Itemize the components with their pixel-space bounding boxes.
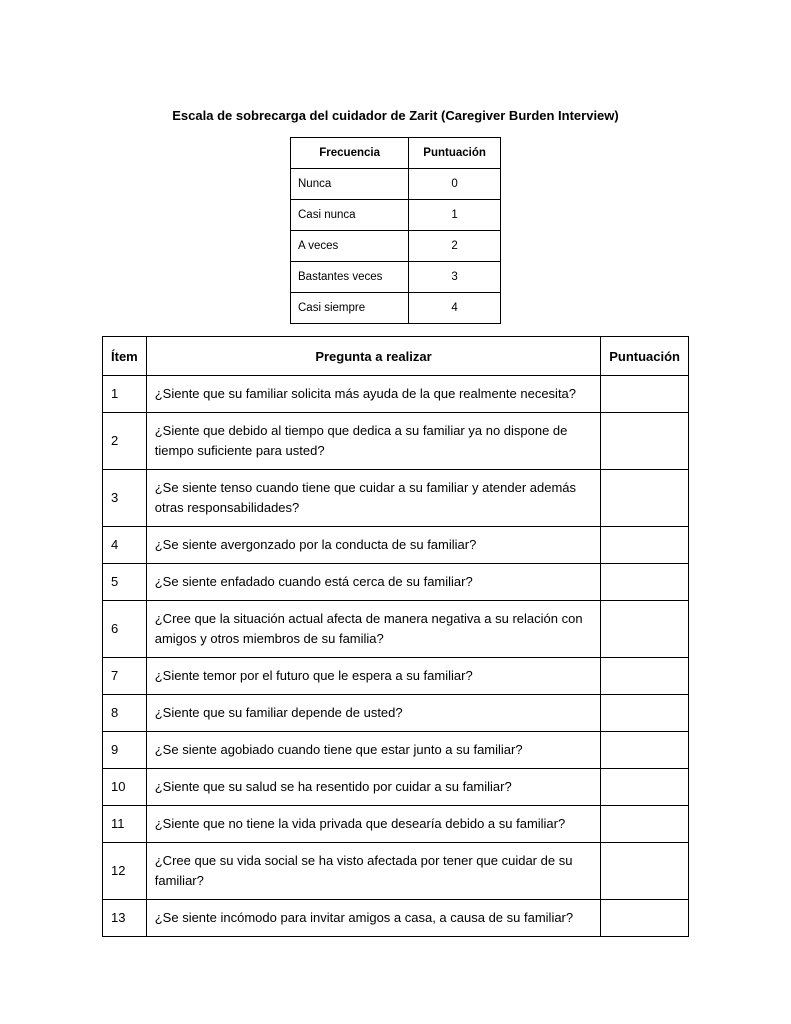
item-score-cell[interactable] (601, 900, 689, 937)
item-score-cell[interactable] (601, 470, 689, 527)
item-score-cell[interactable] (601, 527, 689, 564)
item-number: 6 (103, 601, 147, 658)
items-header-score: Puntuación (601, 337, 689, 376)
table-row (103, 564, 689, 601)
scale-frequency: Bastantes veces (291, 262, 409, 293)
table-row (103, 900, 689, 937)
table-row (103, 695, 689, 732)
item-question: ¿Se siente incómodo para invitar amigos a casa, a causa de su familiar? (146, 900, 600, 937)
item-score-cell[interactable] (601, 695, 689, 732)
table-row (103, 769, 689, 806)
scale-score: 3 (409, 262, 501, 293)
table-row (103, 527, 689, 564)
items-table (102, 336, 689, 937)
scale-row (291, 262, 501, 293)
page-title: Escala de sobrecarga del cuidador de Zarit (Caregiver Burden Interview) (172, 108, 619, 123)
scale-header-frequency: Frecuencia (291, 138, 409, 169)
item-question: ¿Se siente enfadado cuando está cerca de su familiar? (146, 564, 600, 601)
item-score-cell[interactable] (601, 806, 689, 843)
item-score-cell[interactable] (601, 376, 689, 413)
table-row (103, 806, 689, 843)
item-number: 9 (103, 732, 147, 769)
item-question: ¿Siente que su familiar depende de usted? (146, 695, 600, 732)
item-question: ¿Cree que la situación actual afecta de manera negativa a su relación con amigos y otros miembros de su familia? (146, 601, 600, 658)
item-score-cell[interactable] (601, 413, 689, 470)
table-row (103, 470, 689, 527)
item-score-cell[interactable] (601, 564, 689, 601)
item-number: 2 (103, 413, 147, 470)
item-score-cell[interactable] (601, 658, 689, 695)
scale-frequency: Nunca (291, 169, 409, 200)
scale-row (291, 169, 501, 200)
item-number: 10 (103, 769, 147, 806)
item-question: ¿Siente que su salud se ha resentido por cuidar a su familiar? (146, 769, 600, 806)
item-number: 3 (103, 470, 147, 527)
table-row (103, 376, 689, 413)
scale-header-row (291, 138, 501, 169)
item-number: 4 (103, 527, 147, 564)
scale-table (290, 137, 501, 324)
item-question: ¿Siente que no tiene la vida privada que desearía debido a su familiar? (146, 806, 600, 843)
table-row (103, 413, 689, 470)
item-score-cell[interactable] (601, 769, 689, 806)
scale-frequency: A veces (291, 231, 409, 262)
scale-frequency: Casi nunca (291, 200, 409, 231)
item-question: ¿Cree que su vida social se ha visto afectada por tener que cuidar de su familiar? (146, 843, 600, 900)
item-question: ¿Siente temor por el futuro que le espera a su familiar? (146, 658, 600, 695)
scale-frequency: Casi siempre (291, 293, 409, 324)
item-number: 13 (103, 900, 147, 937)
items-header-row (103, 337, 689, 376)
item-score-cell[interactable] (601, 601, 689, 658)
table-row (103, 843, 689, 900)
item-number: 8 (103, 695, 147, 732)
item-question: ¿Se siente tenso cuando tiene que cuidar a su familiar y atender además otras responsabilidades? (146, 470, 600, 527)
item-number: 11 (103, 806, 147, 843)
scale-row (291, 231, 501, 262)
scale-row (291, 293, 501, 324)
item-number: 7 (103, 658, 147, 695)
table-row (103, 601, 689, 658)
item-question: ¿Se siente avergonzado por la conducta de su familiar? (146, 527, 600, 564)
item-number: 5 (103, 564, 147, 601)
scale-score: 2 (409, 231, 501, 262)
item-question: ¿Se siente agobiado cuando tiene que estar junto a su familiar? (146, 732, 600, 769)
item-question: ¿Siente que debido al tiempo que dedica a su familiar ya no dispone de tiempo suficiente para usted? (146, 413, 600, 470)
item-question: ¿Siente que su familiar solicita más ayuda de la que realmente necesita? (146, 376, 600, 413)
scale-row (291, 200, 501, 231)
item-number: 12 (103, 843, 147, 900)
scale-score: 1 (409, 200, 501, 231)
item-score-cell[interactable] (601, 843, 689, 900)
scale-header-score: Puntuación (409, 138, 501, 169)
table-row (103, 658, 689, 695)
items-header-question: Pregunta a realizar (146, 337, 600, 376)
scale-score: 4 (409, 293, 501, 324)
item-number: 1 (103, 376, 147, 413)
table-row (103, 732, 689, 769)
items-header-item: Ítem (103, 337, 147, 376)
item-score-cell[interactable] (601, 732, 689, 769)
scale-score: 0 (409, 169, 501, 200)
